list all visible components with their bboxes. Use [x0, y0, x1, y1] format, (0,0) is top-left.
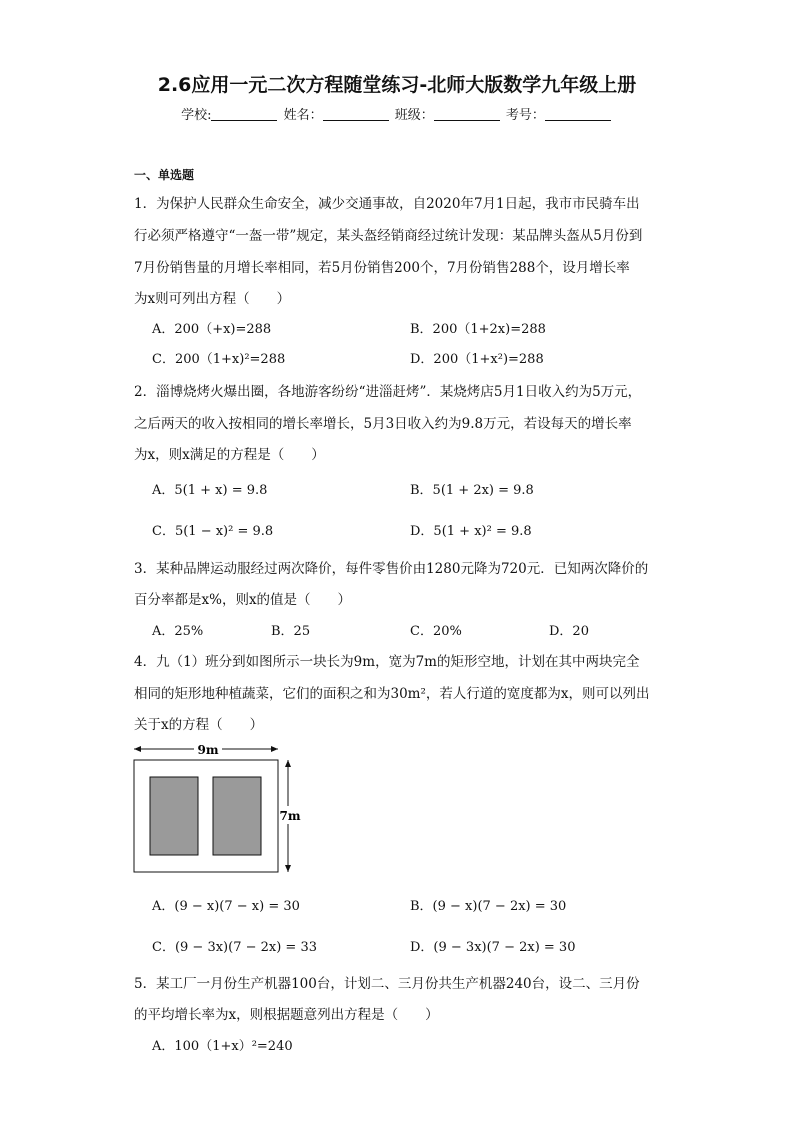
student-info-row	[0, 104, 794, 123]
q4-option-d[interactable]: D．(9 − 3x)(7 − 2x) = 30	[410, 940, 576, 955]
q4-line-2: 相同的矩形地种植蔬菜，它们的面积之和为30m²，若人行道的宽度都为x，则可以列出	[134, 686, 650, 702]
school-blank[interactable]	[211, 106, 277, 121]
school-label: 学校:	[181, 108, 212, 123]
q2-option-c[interactable]: C．5(1 − x)² = 9.8	[152, 524, 274, 539]
q1-line-4: 为x则可列出方程（ ）	[134, 291, 291, 307]
q5-line-2: 的平均增长率为x，则根据题意列出方程是（ ）	[134, 1007, 439, 1023]
q4-option-b[interactable]: B．(9 − x)(7 − 2x) = 30	[410, 899, 567, 914]
q1-option-c[interactable]: C．200（1+x)²=288	[152, 352, 286, 367]
name-blank[interactable]	[323, 106, 389, 121]
q3-option-d[interactable]: D．20	[549, 624, 589, 639]
q1-line-2: 行必须严格遵守“一盔一带”规定，某头盔经销商经过统计发现：某品牌头盔从5月份到	[134, 228, 643, 244]
q2-line-3: 为x，则x满足的方程是（ ）	[134, 447, 325, 463]
q1-line-3: 7月份销售量的月增长率相同，若5月份销售200个，7月份销售288个，设月增长率	[134, 260, 630, 276]
q4-line-3: 关于x的方程（ ）	[134, 717, 264, 733]
height-label: 7m	[279, 809, 301, 823]
width-arrow-left	[134, 746, 141, 752]
q3-line-1: 3．某种品牌运动服经过两次降价，每件零售价由1280元降为720元．已知两次降价的	[134, 561, 649, 577]
q4-option-c[interactable]: C．(9 − 3x)(7 − 2x) = 33	[152, 940, 317, 955]
class-blank[interactable]	[434, 106, 500, 121]
q4-line-1: 4．九（1）班分到如图所示一块长为9m，宽为7m的矩形空地，计划在其中两块完全	[134, 654, 640, 670]
q2-option-b[interactable]: B．5(1 + 2x) = 9.8	[410, 483, 534, 498]
q1-option-b[interactable]: B．200（1+2x)=288	[410, 322, 546, 337]
q2-line-1: 2．淄博烧烤火爆出圈，各地游客纷纷“进淄赶烤”．某烧烤店5月1日收入约为5万元，	[134, 384, 642, 400]
q3-option-a[interactable]: A．25%	[152, 624, 204, 639]
section-heading: 一、单选题	[134, 168, 195, 182]
number-blank[interactable]	[545, 106, 611, 121]
q1-line-1: 1．为保护人民群众生命安全，减少交通事故，自2020年7月1日起，我市市民骑车出	[134, 196, 640, 212]
class-label: 班级：	[394, 108, 434, 123]
q1-option-a[interactable]: A．200（+x)=288	[152, 322, 272, 337]
q3-option-c[interactable]: C．20%	[410, 624, 462, 639]
q2-option-d[interactable]: D．5(1 + x)² = 9.8	[410, 524, 532, 539]
garden-diagram	[130, 742, 310, 876]
height-arrow-bottom	[285, 865, 291, 872]
width-label: 9m	[197, 743, 219, 757]
height-arrow-top	[285, 760, 291, 767]
q5-option-a[interactable]: A．100（1+x）²=240	[152, 1039, 293, 1054]
vegetable-plot-right	[213, 777, 261, 855]
q2-line-2: 之后两天的收入按相同的增长率增长，5月3日收入约为9.8万元，若设每天的增长率	[134, 416, 632, 432]
width-arrow-right	[271, 746, 278, 752]
q5-line-1: 5．某工厂一月份生产机器100台，计划二、三月份共生产机器240台，设二、三月份	[134, 976, 640, 992]
number-label: 考号：	[505, 108, 545, 123]
name-label: 姓名：	[283, 108, 323, 123]
vegetable-plot-left	[150, 777, 198, 855]
q2-option-a[interactable]: A．5(1 + x) = 9.8	[152, 483, 268, 498]
q3-option-b[interactable]: B．25	[271, 624, 311, 639]
q3-line-2: 百分率都是x%，则x的值是（ ）	[134, 592, 352, 608]
q4-option-a[interactable]: A．(9 − x)(7 − x) = 30	[152, 899, 300, 914]
page-title: 2.6应用一元二次方程随堂练习-北师大版数学九年级上册	[157, 74, 637, 96]
q1-option-d[interactable]: D．200（1+x²)=288	[410, 352, 544, 367]
